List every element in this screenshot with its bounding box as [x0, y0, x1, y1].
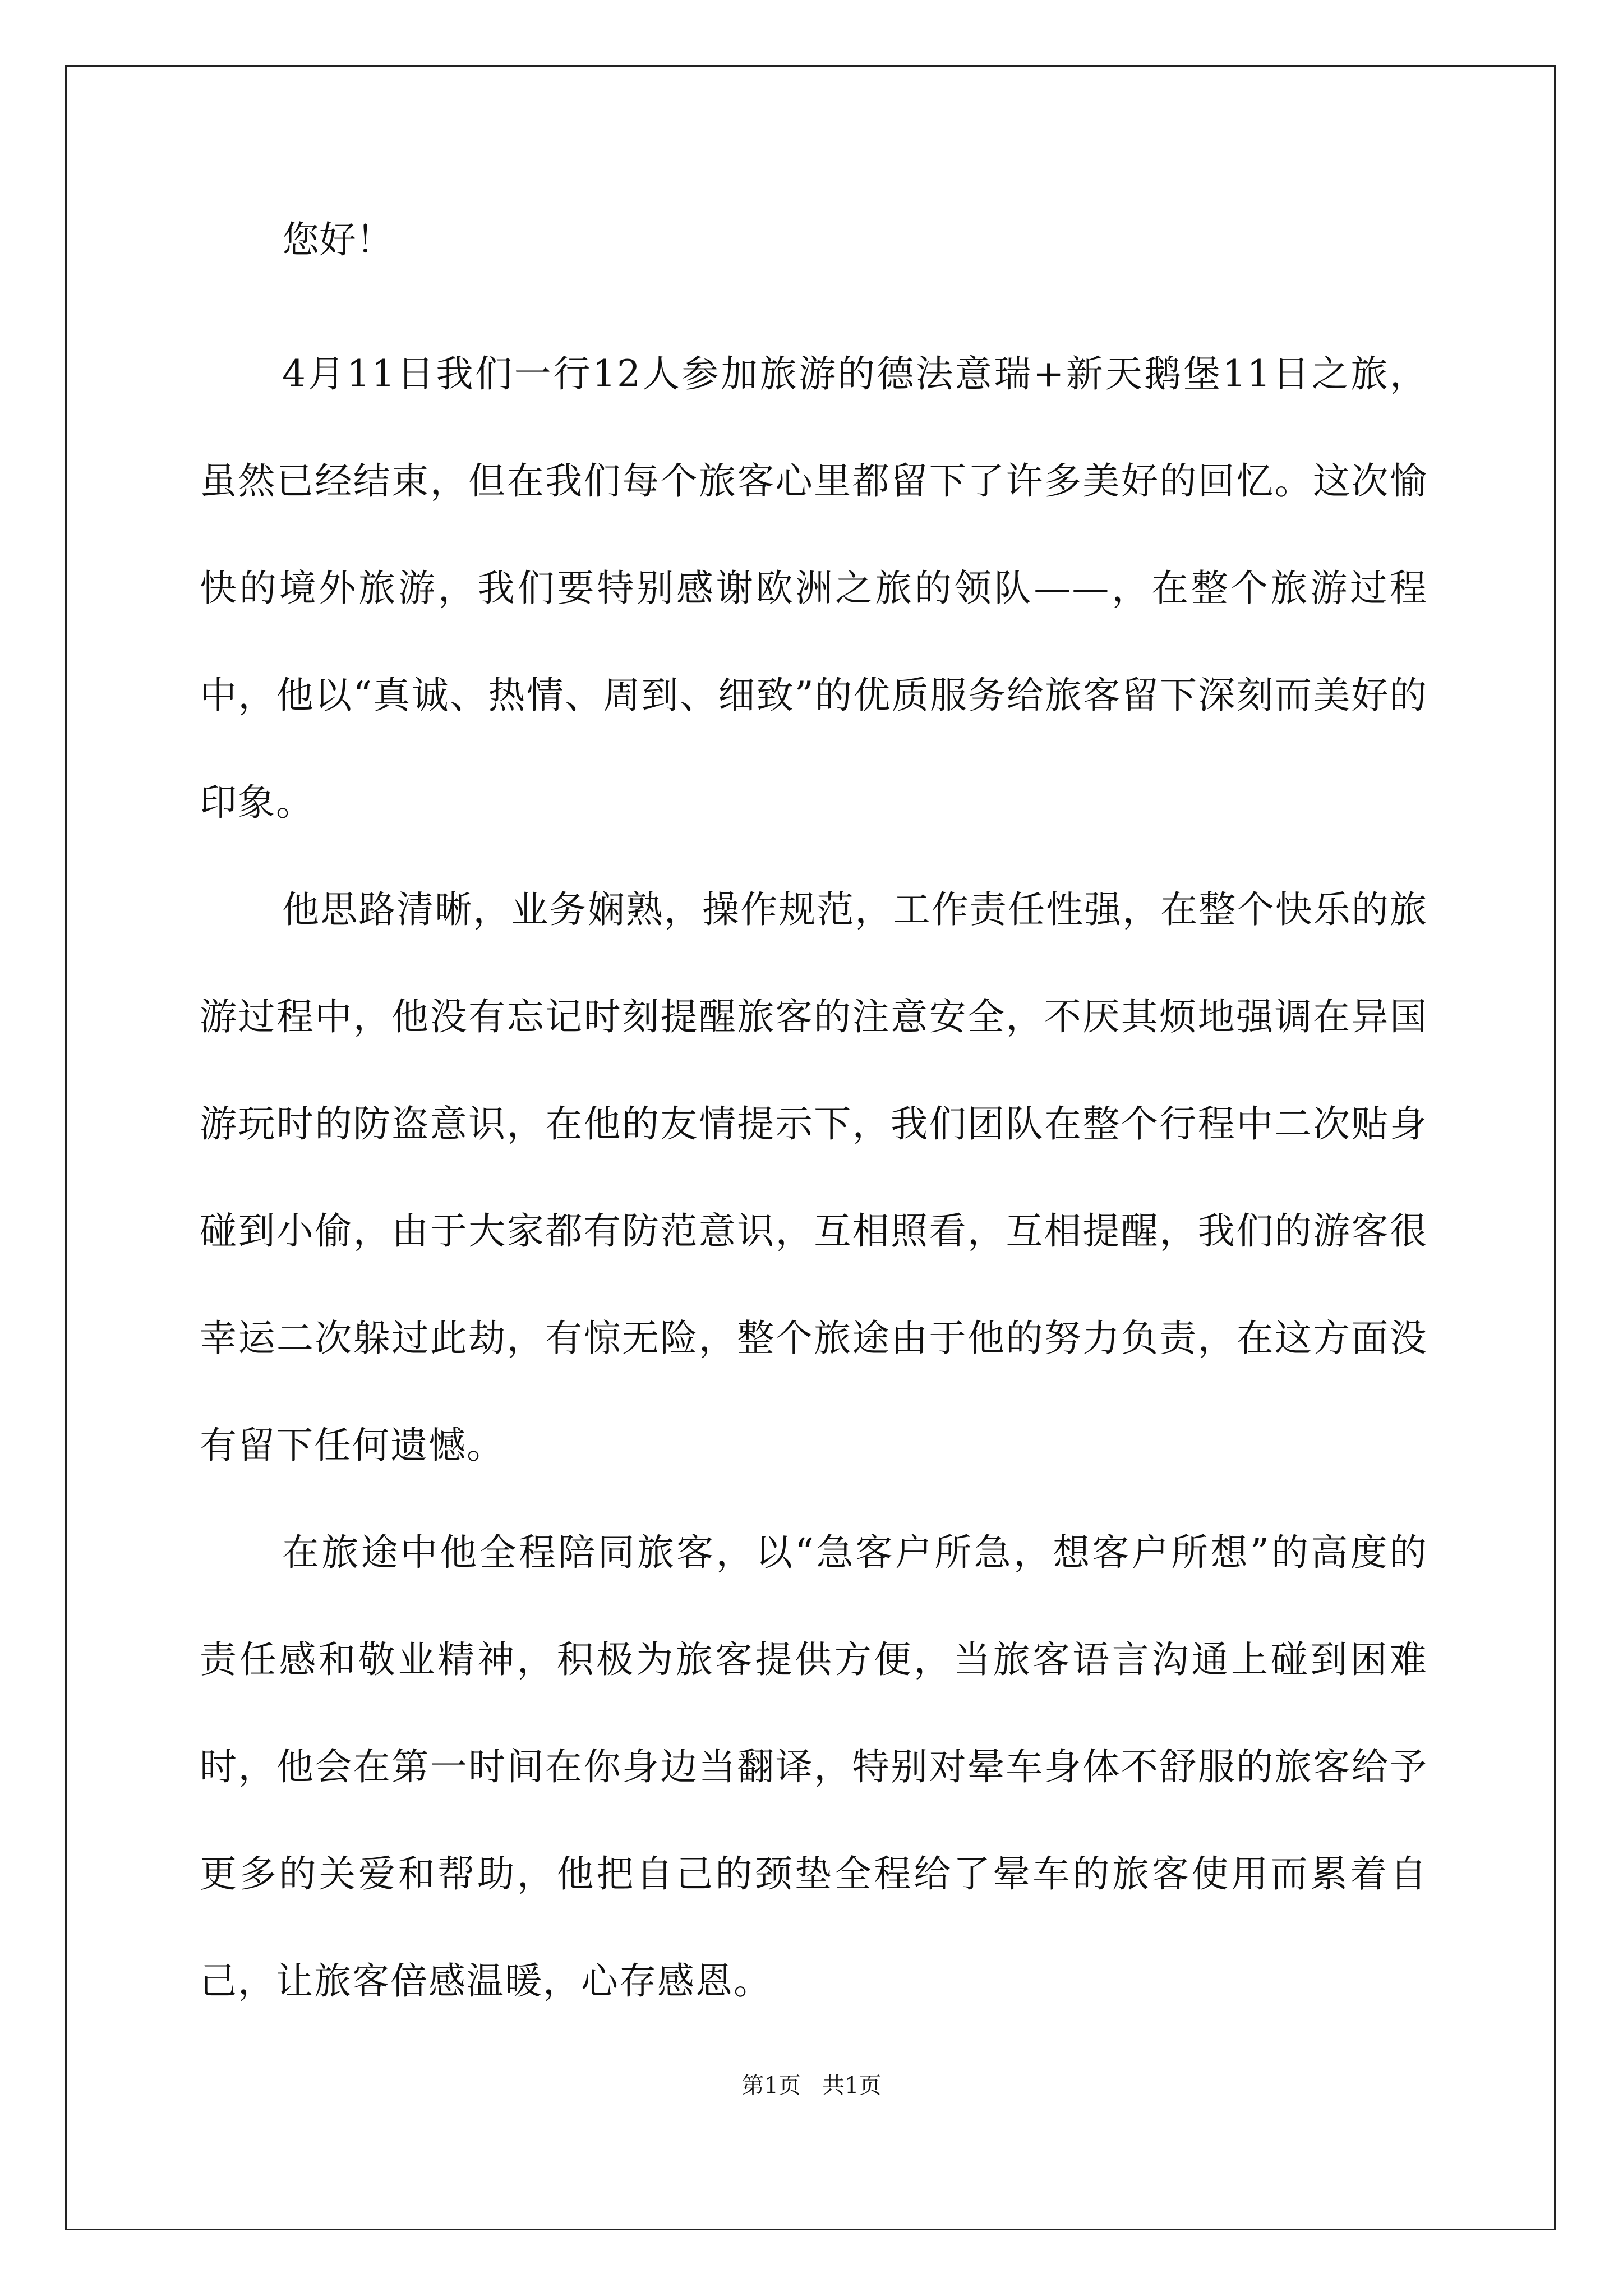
paragraph-2: 他思路清晰，业务娴熟，操作规范，工作责任性强，在整个快乐的旅游过程中，他没有忘记时刻提醒旅客的注意安全，不厌其烦地强调在异国游玩时的防盗意识，在他的友情提示下，我们团队在整个行程中二次贴身碰到小偷，由于大家都有防范意识，互相照看，互相提醒，我们的游客很幸运二次躲过此劫，有惊无险，整个旅途由于他的努力负责，在这方面没有留下任何遗憾。: [200, 888, 1428, 1467]
paragraph-1: 4月11日我们一行12人参加旅游的德法意瑞+新天鹅堡11日之旅，虽然已经结束，但在我们每个旅客心里都留下了许多美好的回忆。这次愉快的境外旅游，我们要特别感谢欧洲之旅的领队——，在整个旅游过程中，他以“真诚、热情、周到、细致”的优质服务给旅客留下深刻而美好的印象。: [200, 352, 1428, 824]
page-number-footer: 第1页 共1页: [741, 2073, 882, 2099]
letter-body: [200, 213, 1428, 2035]
greeting: 您好！: [282, 218, 393, 261]
paragraph-3: 在旅途中他全程陪同旅客，以“急客户所急，想客户所想”的高度的责任感和敬业精神，积极为旅客提供方便，当旅客语言沟通上碰到困难时，他会在第一时间在你身边当翻译，特别对晕车身体不舒服的旅客给予更多的关爱和帮助，他把自己的颈垫全程给了晕车的旅客使用而累着自己，让旅客倍感温暖，心存感恩。: [200, 1531, 1428, 2003]
